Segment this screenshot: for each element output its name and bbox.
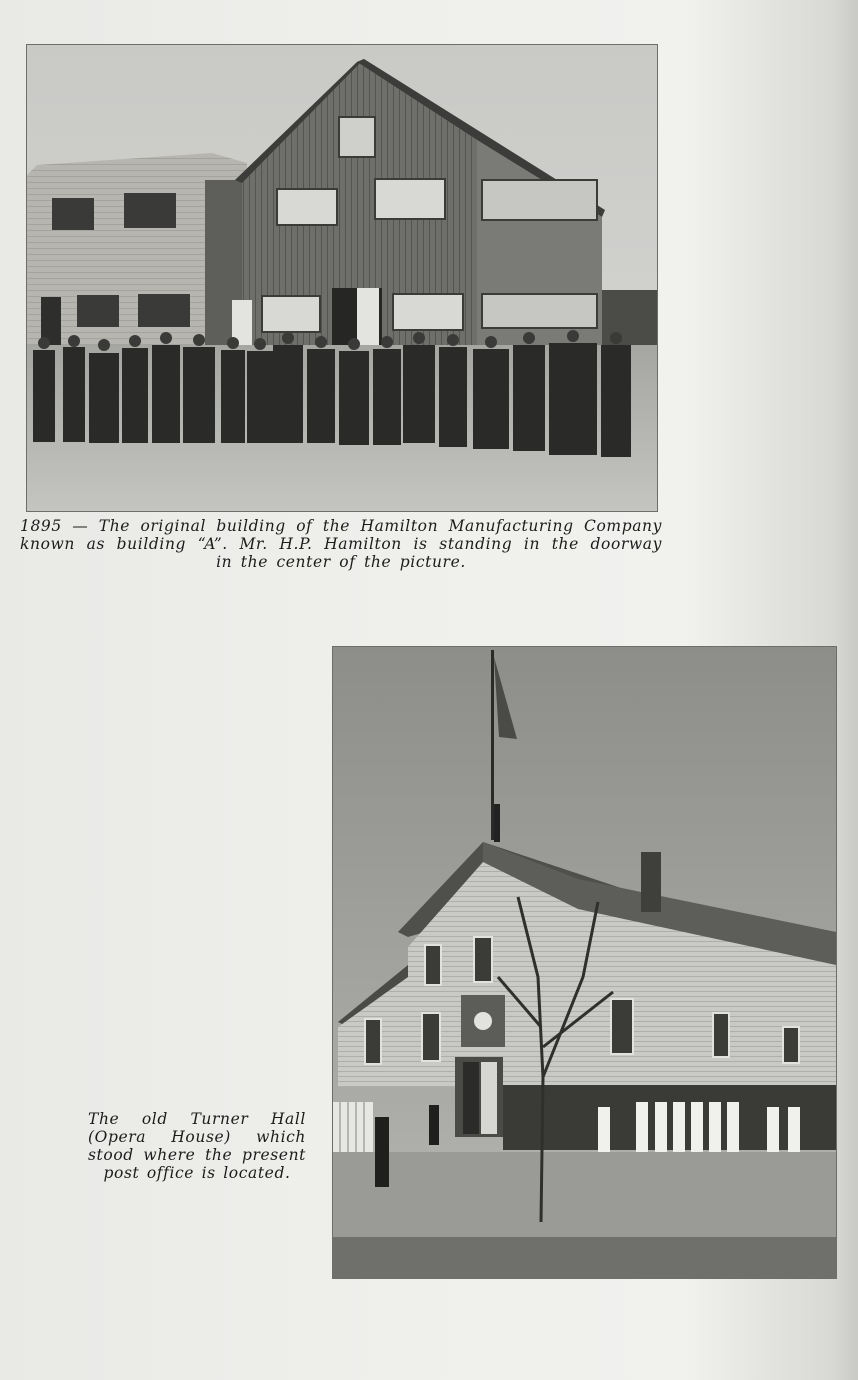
building-a-illustration: [27, 45, 657, 511]
turner-hall-illustration: [333, 647, 836, 1278]
turner-hall-photo: [333, 647, 836, 1278]
turner-hall-caption: [88, 1110, 306, 1182]
caption-line: post office is located.: [103, 1164, 291, 1182]
caption-line: in the center of the picture.: [216, 553, 466, 571]
hamilton-building-a-photo: [27, 45, 657, 511]
caption-line: known as building “A”. Mr. H.P. Hamilton is standing in the doorway: [20, 535, 662, 553]
caption-line: The old Turner Hall: [88, 1110, 306, 1128]
caption-line: 1895 — The original building of the Hamilton Manufacturing Company: [20, 517, 662, 535]
hamilton-building-a-caption: [20, 517, 662, 571]
caption-line: stood where the present: [88, 1146, 306, 1164]
caption-line: (Opera House) which: [88, 1128, 306, 1146]
